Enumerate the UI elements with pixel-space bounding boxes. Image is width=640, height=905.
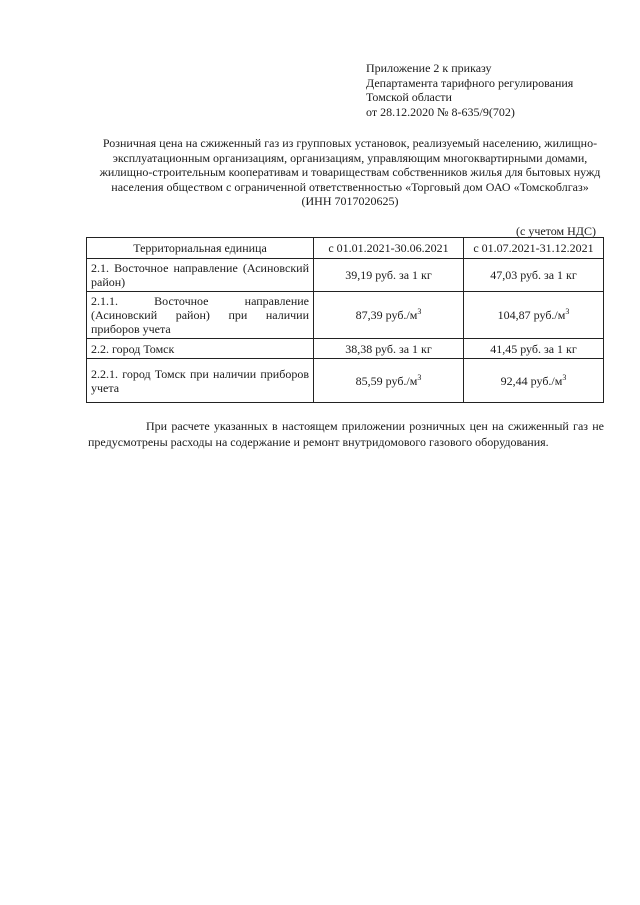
unit-superscript: 3 [562, 372, 567, 382]
row-price-period-2 [464, 292, 604, 339]
annex-line-3: Томской области [366, 90, 452, 104]
annex-header [366, 61, 573, 119]
header-territorial-unit: Территориальная единица [87, 238, 314, 259]
row-price-period-2 [464, 359, 604, 403]
row-price-period-1 [314, 359, 464, 403]
unit-superscript: 3 [565, 307, 570, 316]
annex-line-1: Приложение 2 к приказу [366, 61, 492, 75]
document-title: Розничная цена на сжиженный газ из групповых установок, реализуемый населению, жилищно-эксплуатационным организациям, организациям, управляющим многоквартирными домами, жилищно-строительным кооперативам и товариществам собственников жилья для бытовых нужд населения обществом с ограниченной ответственностью «Торговый дом ОАО «Томскоблгаз» (ИНН 7017020625) [99, 136, 601, 208]
header-period-1: с 01.01.2021-30.06.2021 [314, 238, 464, 259]
row-price-period-1: 38,38 руб. за 1 кг [314, 339, 464, 359]
price-value: 85,59 руб./м [355, 373, 418, 388]
row-price-period-2: 47,03 руб. за 1 кг [464, 259, 604, 292]
price-value: 92,44 руб./м [500, 373, 563, 388]
row-unit: 2.2. город Томск [87, 339, 314, 359]
row-price-period-1 [314, 292, 464, 339]
table-row [87, 359, 604, 403]
unit-superscript: 3 [417, 307, 422, 316]
annex-line-4: от 28.12.2020 № 8-635/9(702) [366, 104, 515, 119]
vat-note: (с учетом НДС) [516, 224, 596, 238]
row-unit: 2.1.1. Восточное направление (Асиновский район) при наличии приборов учета [87, 292, 314, 339]
header-period-2: с 01.07.2021-31.12.2021 [464, 238, 604, 259]
table-row [87, 292, 604, 339]
row-unit: 2.2.1. город Томск при наличии приборов учета [87, 359, 314, 403]
row-unit: 2.1. Восточное направление (Асиновский район) [87, 259, 314, 292]
table-row [87, 259, 604, 292]
price-value: 87,39 руб./м [355, 308, 418, 322]
row-price-period-2: 41,45 руб. за 1 кг [464, 339, 604, 359]
footer-paragraph: При расчете указанных в настоящем приложении розничных цен на сжиженный газ не предусмотрены расходы на содержание и ремонт внутридомового газового оборудования. [88, 419, 604, 449]
price-table [86, 237, 604, 403]
unit-superscript: 3 [417, 372, 422, 382]
price-value: 104,87 руб./м [497, 308, 566, 322]
table-row [87, 339, 604, 359]
table-header-row [87, 238, 604, 259]
row-price-period-1: 39,19 руб. за 1 кг [314, 259, 464, 292]
annex-line-2: Департамента тарифного регулирования [366, 75, 574, 90]
